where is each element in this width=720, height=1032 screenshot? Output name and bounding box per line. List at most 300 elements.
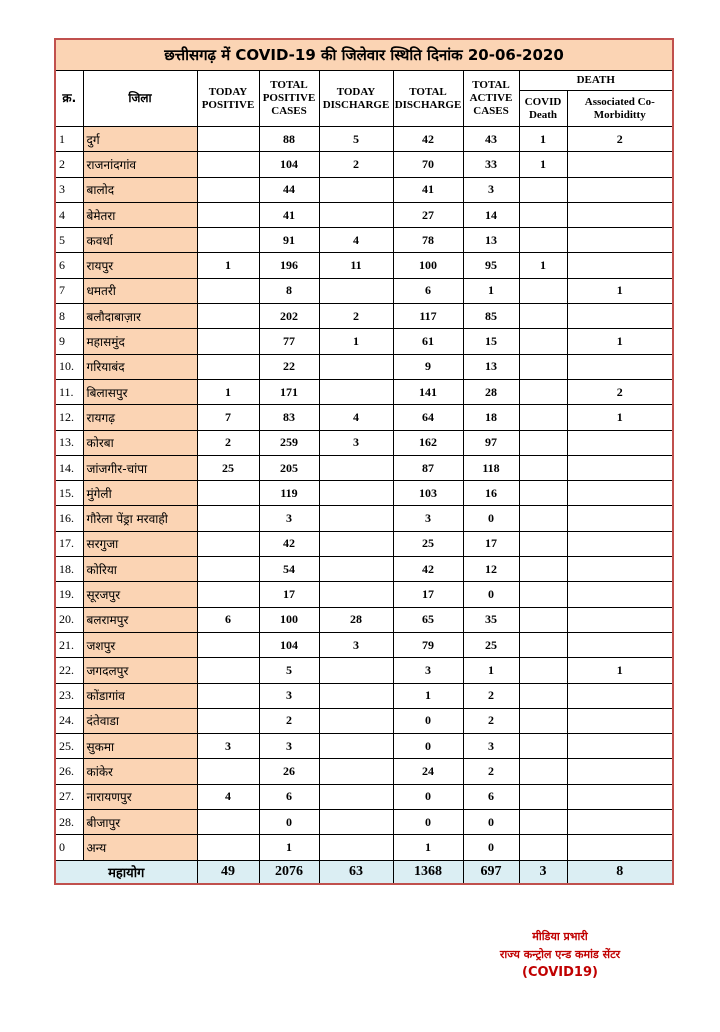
header-today-positive: TODAY POSITIVE: [197, 71, 259, 127]
table-row: [55, 759, 673, 784]
cell-total-discharge: 6: [393, 278, 463, 303]
cell-comorbidity: [567, 810, 673, 835]
cell-today-discharge: [319, 683, 393, 708]
cell-total-discharge: 17: [393, 582, 463, 607]
table-row: [55, 784, 673, 809]
table-row: [55, 531, 673, 556]
cell-comorbidity: [567, 202, 673, 227]
cell-total-active: 13: [463, 228, 519, 253]
cell-total-discharge: 87: [393, 455, 463, 480]
cell-comorbidity: [567, 152, 673, 177]
cell-today-positive: 1: [197, 253, 259, 278]
header-serial: क्र.: [55, 71, 83, 127]
cell-today-positive: [197, 632, 259, 657]
table-row: [55, 278, 673, 303]
cell-today-positive: [197, 810, 259, 835]
cell-total-discharge: 0: [393, 810, 463, 835]
table-row: [55, 228, 673, 253]
cell-comorbidity: 1: [567, 405, 673, 430]
cell-district: सरगुजा: [83, 531, 197, 556]
cell-total-positive: 1: [259, 835, 319, 860]
cell-today-positive: [197, 329, 259, 354]
grand-total-covid-death: 3: [519, 860, 567, 884]
cell-total-discharge: 1: [393, 835, 463, 860]
cell-total-positive: 54: [259, 557, 319, 582]
cell-total-discharge: 65: [393, 607, 463, 632]
cell-total-discharge: 70: [393, 152, 463, 177]
cell-total-discharge: 0: [393, 708, 463, 733]
cell-today-positive: [197, 228, 259, 253]
cell-covid-death: [519, 531, 567, 556]
table-row: [55, 557, 673, 582]
cell-total-active: 13: [463, 354, 519, 379]
cell-total-positive: 91: [259, 228, 319, 253]
cell-serial: 6: [55, 253, 83, 278]
cell-total-positive: 88: [259, 127, 319, 152]
cell-serial: 16.: [55, 506, 83, 531]
cell-total-active: 12: [463, 557, 519, 582]
cell-today-discharge: [319, 658, 393, 683]
cell-comorbidity: [567, 784, 673, 809]
cell-serial: 3: [55, 177, 83, 202]
cell-total-positive: 6: [259, 784, 319, 809]
cell-serial: 19.: [55, 582, 83, 607]
table-row: [55, 734, 673, 759]
report-container: [54, 38, 672, 885]
cell-today-discharge: [319, 177, 393, 202]
cell-today-positive: [197, 658, 259, 683]
cell-total-positive: 104: [259, 152, 319, 177]
cell-comorbidity: [567, 455, 673, 480]
cell-total-active: 95: [463, 253, 519, 278]
cell-district: बालोद: [83, 177, 197, 202]
cell-total-positive: 196: [259, 253, 319, 278]
table-row: [55, 658, 673, 683]
cell-today-discharge: [319, 455, 393, 480]
cell-serial: 22.: [55, 658, 83, 683]
cell-total-active: 6: [463, 784, 519, 809]
cell-total-active: 3: [463, 177, 519, 202]
header-total-active: TOTAL ACTIVE CASES: [463, 71, 519, 127]
cell-today-discharge: 1: [319, 329, 393, 354]
table-row: [55, 607, 673, 632]
cell-total-discharge: 100: [393, 253, 463, 278]
cell-covid-death: [519, 683, 567, 708]
cell-serial: 25.: [55, 734, 83, 759]
cell-total-discharge: 27: [393, 202, 463, 227]
cell-total-positive: 119: [259, 481, 319, 506]
cell-comorbidity: [567, 557, 673, 582]
header-today-discharge: TODAY DISCHARGE: [319, 71, 393, 127]
cell-serial: 5: [55, 228, 83, 253]
cell-comorbidity: [567, 531, 673, 556]
table-row: [55, 430, 673, 455]
cell-today-positive: [197, 506, 259, 531]
cell-total-positive: 0: [259, 810, 319, 835]
cell-total-positive: 202: [259, 304, 319, 329]
header-comorbidity: Associated Co-Morbiditty: [567, 91, 673, 127]
cell-district: राजनांदगांव: [83, 152, 197, 177]
cell-serial: 28.: [55, 810, 83, 835]
cell-today-discharge: [319, 557, 393, 582]
signature-line-1: मीडिया प्रभारी: [532, 930, 588, 943]
cell-today-positive: [197, 683, 259, 708]
cell-total-positive: 171: [259, 379, 319, 404]
cell-district: नारायणपुर: [83, 784, 197, 809]
cell-today-discharge: 5: [319, 127, 393, 152]
cell-district: बलरामपुर: [83, 607, 197, 632]
cell-total-positive: 5: [259, 658, 319, 683]
table-row: [55, 202, 673, 227]
cell-serial: 7: [55, 278, 83, 303]
cell-covid-death: [519, 455, 567, 480]
cell-total-positive: 259: [259, 430, 319, 455]
cell-comorbidity: [567, 228, 673, 253]
cell-total-active: 28: [463, 379, 519, 404]
cell-district: जांजगीर-चांपा: [83, 455, 197, 480]
table-row: [55, 152, 673, 177]
cell-district: जशपुर: [83, 632, 197, 657]
signature-line-2: राज्य कन्ट्रोल एन्ड कमांड सेंटर: [499, 948, 621, 961]
cell-serial: 26.: [55, 759, 83, 784]
cell-covid-death: [519, 810, 567, 835]
table-row: [55, 582, 673, 607]
cell-total-active: 2: [463, 759, 519, 784]
cell-today-discharge: 28: [319, 607, 393, 632]
cell-comorbidity: [567, 177, 673, 202]
cell-district: सूरजपुर: [83, 582, 197, 607]
table-row: [55, 810, 673, 835]
cell-covid-death: [519, 607, 567, 632]
cell-covid-death: [519, 228, 567, 253]
cell-comorbidity: 1: [567, 278, 673, 303]
cell-comorbidity: [567, 734, 673, 759]
cell-today-discharge: [319, 708, 393, 733]
cell-covid-death: [519, 379, 567, 404]
cell-today-discharge: [319, 734, 393, 759]
cell-total-positive: 42: [259, 531, 319, 556]
cell-today-discharge: [319, 810, 393, 835]
header-covid-death: COVID Death: [519, 91, 567, 127]
cell-today-positive: [197, 481, 259, 506]
cell-covid-death: [519, 708, 567, 733]
cell-total-active: 25: [463, 632, 519, 657]
cell-total-discharge: 1: [393, 683, 463, 708]
cell-today-positive: [197, 278, 259, 303]
cell-total-active: 1: [463, 658, 519, 683]
table-row: [55, 127, 673, 152]
cell-covid-death: [519, 177, 567, 202]
cell-today-positive: [197, 531, 259, 556]
grand-total-positive: 2076: [259, 860, 319, 884]
cell-total-discharge: 61: [393, 329, 463, 354]
cell-total-discharge: 3: [393, 506, 463, 531]
cell-today-discharge: [319, 379, 393, 404]
cell-serial: 9: [55, 329, 83, 354]
cell-district: मुंगेली: [83, 481, 197, 506]
cell-total-positive: 8: [259, 278, 319, 303]
cell-covid-death: [519, 835, 567, 860]
cell-total-active: 118: [463, 455, 519, 480]
cell-total-positive: 26: [259, 759, 319, 784]
cell-total-positive: 3: [259, 506, 319, 531]
cell-serial: 13.: [55, 430, 83, 455]
table-row: [55, 455, 673, 480]
cell-covid-death: [519, 202, 567, 227]
cell-total-active: 0: [463, 582, 519, 607]
cell-comorbidity: [567, 683, 673, 708]
cell-today-discharge: [319, 759, 393, 784]
cell-covid-death: [519, 329, 567, 354]
cell-today-positive: 2: [197, 430, 259, 455]
cell-serial: 23.: [55, 683, 83, 708]
header-total-positive: TOTAL POSITIVE CASES: [259, 71, 319, 127]
cell-today-positive: [197, 708, 259, 733]
cell-comorbidity: [567, 582, 673, 607]
cell-today-positive: 7: [197, 405, 259, 430]
cell-serial: 14.: [55, 455, 83, 480]
cell-total-positive: 22: [259, 354, 319, 379]
cell-district: धमतरी: [83, 278, 197, 303]
cell-covid-death: 1: [519, 127, 567, 152]
cell-covid-death: [519, 557, 567, 582]
table-row: [55, 683, 673, 708]
cell-total-discharge: 0: [393, 734, 463, 759]
report-title: छत्तीसगढ़ में COVID-19 की जिलेवार स्थिति दिनांक 20-06-2020: [55, 39, 673, 71]
cell-comorbidity: [567, 481, 673, 506]
cell-today-discharge: [319, 531, 393, 556]
cell-total-active: 43: [463, 127, 519, 152]
header-death: DEATH: [519, 71, 673, 91]
cell-today-positive: [197, 354, 259, 379]
grand-total-today-discharge: 63: [319, 860, 393, 884]
table-row: [55, 329, 673, 354]
cell-district: महासमुंद: [83, 329, 197, 354]
cell-today-positive: 1: [197, 379, 259, 404]
cell-serial: 20.: [55, 607, 83, 632]
cell-covid-death: [519, 658, 567, 683]
cell-comorbidity: [567, 506, 673, 531]
cell-total-discharge: 42: [393, 127, 463, 152]
grand-total-row: [55, 860, 673, 884]
cell-total-active: 17: [463, 531, 519, 556]
district-rows: [55, 127, 673, 861]
cell-serial: 11.: [55, 379, 83, 404]
cell-total-active: 3: [463, 734, 519, 759]
cell-total-positive: 17: [259, 582, 319, 607]
header-total-discharge: TOTAL DISCHARGE: [393, 71, 463, 127]
cell-today-positive: [197, 202, 259, 227]
cell-district: कोरिया: [83, 557, 197, 582]
cell-comorbidity: [567, 607, 673, 632]
cell-district: गरियाबंद: [83, 354, 197, 379]
cell-district: बेमेतरा: [83, 202, 197, 227]
cell-comorbidity: [567, 708, 673, 733]
cell-district: दंतेवाडा: [83, 708, 197, 733]
cell-serial: 15.: [55, 481, 83, 506]
cell-total-active: 16: [463, 481, 519, 506]
cell-serial: 17.: [55, 531, 83, 556]
table-row: [55, 177, 673, 202]
cell-total-positive: 2: [259, 708, 319, 733]
cell-today-discharge: [319, 784, 393, 809]
cell-total-discharge: 24: [393, 759, 463, 784]
cell-comorbidity: [567, 759, 673, 784]
cell-covid-death: [519, 506, 567, 531]
cell-covid-death: [519, 759, 567, 784]
cell-total-positive: 41: [259, 202, 319, 227]
cell-total-active: 2: [463, 708, 519, 733]
cell-today-positive: 4: [197, 784, 259, 809]
grand-total-label: महायोग: [55, 860, 197, 884]
cell-serial: 1: [55, 127, 83, 152]
cell-today-discharge: 2: [319, 152, 393, 177]
signature-block: [440, 928, 680, 982]
cell-district: रायपुर: [83, 253, 197, 278]
cell-total-discharge: 25: [393, 531, 463, 556]
cell-total-discharge: 64: [393, 405, 463, 430]
cell-total-active: 35: [463, 607, 519, 632]
cell-today-discharge: 3: [319, 632, 393, 657]
cell-serial: 8: [55, 304, 83, 329]
cell-covid-death: [519, 354, 567, 379]
cell-total-discharge: 117: [393, 304, 463, 329]
cell-comorbidity: [567, 430, 673, 455]
cell-total-active: 0: [463, 506, 519, 531]
table-row: [55, 405, 673, 430]
cell-total-discharge: 78: [393, 228, 463, 253]
cell-today-discharge: 4: [319, 405, 393, 430]
cell-total-active: 1: [463, 278, 519, 303]
cell-total-positive: 104: [259, 632, 319, 657]
cell-serial: 10.: [55, 354, 83, 379]
cell-district: कांकेर: [83, 759, 197, 784]
cell-district: बलौदाबाज़ार: [83, 304, 197, 329]
cell-serial: 12.: [55, 405, 83, 430]
cell-today-positive: [197, 759, 259, 784]
cell-serial: 24.: [55, 708, 83, 733]
cell-district: सुकमा: [83, 734, 197, 759]
cell-district: दुर्ग: [83, 127, 197, 152]
cell-total-discharge: 9: [393, 354, 463, 379]
cell-total-positive: 3: [259, 683, 319, 708]
cell-total-discharge: 141: [393, 379, 463, 404]
table-row: [55, 632, 673, 657]
grand-total-comorbidity: 8: [567, 860, 673, 884]
cell-covid-death: [519, 734, 567, 759]
cell-covid-death: [519, 430, 567, 455]
cell-total-positive: 3: [259, 734, 319, 759]
cell-total-discharge: 41: [393, 177, 463, 202]
cell-total-discharge: 3: [393, 658, 463, 683]
cell-district: जगदलपुर: [83, 658, 197, 683]
cell-today-positive: [197, 127, 259, 152]
cell-today-discharge: [319, 481, 393, 506]
cell-total-active: 18: [463, 405, 519, 430]
cell-total-active: 33: [463, 152, 519, 177]
cell-comorbidity: 2: [567, 379, 673, 404]
cell-total-discharge: 42: [393, 557, 463, 582]
cell-covid-death: [519, 582, 567, 607]
cell-total-positive: 44: [259, 177, 319, 202]
grand-total-today-positive: 49: [197, 860, 259, 884]
cell-today-discharge: [319, 354, 393, 379]
table-row: [55, 481, 673, 506]
signature-line-3: (COVID19): [522, 965, 598, 980]
cell-today-discharge: [319, 202, 393, 227]
cell-covid-death: [519, 632, 567, 657]
cell-comorbidity: 1: [567, 658, 673, 683]
cell-district: गौरेला पेंड्रा मरवाही: [83, 506, 197, 531]
cell-total-active: 2: [463, 683, 519, 708]
cell-serial: 2: [55, 152, 83, 177]
cell-today-positive: 25: [197, 455, 259, 480]
cell-comorbidity: 2: [567, 127, 673, 152]
cell-covid-death: 1: [519, 152, 567, 177]
cell-total-discharge: 0: [393, 784, 463, 809]
cell-covid-death: [519, 784, 567, 809]
cell-district: अन्य: [83, 835, 197, 860]
cell-total-active: 0: [463, 810, 519, 835]
cell-comorbidity: [567, 354, 673, 379]
cell-today-positive: 6: [197, 607, 259, 632]
cell-total-discharge: 162: [393, 430, 463, 455]
cell-today-discharge: 11: [319, 253, 393, 278]
cell-today-discharge: 2: [319, 304, 393, 329]
cell-today-positive: [197, 177, 259, 202]
cell-today-discharge: [319, 835, 393, 860]
cell-covid-death: [519, 278, 567, 303]
cell-total-positive: 100: [259, 607, 319, 632]
cell-total-positive: 83: [259, 405, 319, 430]
cell-total-discharge: 103: [393, 481, 463, 506]
cell-today-discharge: [319, 506, 393, 531]
cell-covid-death: 1: [519, 253, 567, 278]
table-row: [55, 304, 673, 329]
cell-total-positive: 77: [259, 329, 319, 354]
cell-today-positive: [197, 582, 259, 607]
cell-covid-death: [519, 304, 567, 329]
cell-total-active: 14: [463, 202, 519, 227]
cell-today-discharge: [319, 278, 393, 303]
cell-comorbidity: 1: [567, 329, 673, 354]
cell-district: कवर्धा: [83, 228, 197, 253]
cell-total-active: 85: [463, 304, 519, 329]
table-row: [55, 835, 673, 860]
cell-serial: 18.: [55, 557, 83, 582]
header-district: जिला: [83, 71, 197, 127]
cell-total-positive: 205: [259, 455, 319, 480]
cell-today-discharge: 3: [319, 430, 393, 455]
cell-total-active: 0: [463, 835, 519, 860]
cell-today-discharge: [319, 582, 393, 607]
cell-comorbidity: [567, 253, 673, 278]
grand-total-discharge: 1368: [393, 860, 463, 884]
cell-comorbidity: [567, 835, 673, 860]
cell-district: बिलासपुर: [83, 379, 197, 404]
district-status-table: [54, 38, 674, 885]
cell-total-active: 15: [463, 329, 519, 354]
cell-today-positive: [197, 557, 259, 582]
table-row: [55, 708, 673, 733]
cell-today-positive: [197, 304, 259, 329]
cell-today-positive: 3: [197, 734, 259, 759]
cell-serial: 21.: [55, 632, 83, 657]
table-row: [55, 354, 673, 379]
grand-total-active: 697: [463, 860, 519, 884]
table-row: [55, 506, 673, 531]
cell-covid-death: [519, 405, 567, 430]
